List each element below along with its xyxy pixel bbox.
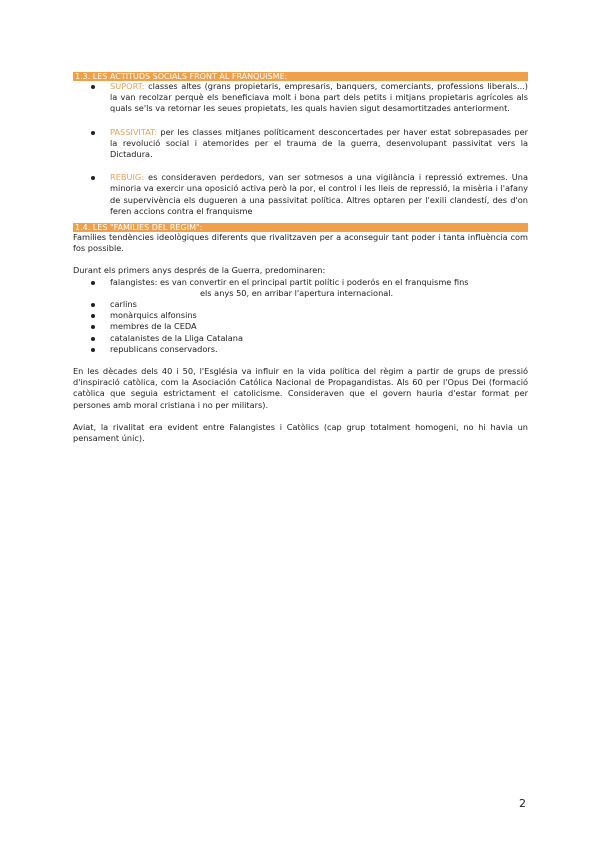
family-item: membres de la CEDA xyxy=(73,321,528,332)
section-heading-regime-families: 1.4. LES "FAMÍLIES DEL RÈGIM": xyxy=(73,223,528,232)
document-page xyxy=(73,72,528,444)
families-lead: Durant els primers anys després de la Guerra, predominaren: xyxy=(73,265,326,276)
page-number: 2 xyxy=(519,797,526,810)
attitude-term: PASSIVITAT: xyxy=(110,126,158,137)
attitude-rejection xyxy=(73,172,528,217)
attitudes-list xyxy=(73,81,528,115)
attitude-term: SUPORT: xyxy=(110,81,145,91)
attitudes-list-3 xyxy=(73,172,528,217)
attitude-passivity xyxy=(73,127,528,161)
families-intro: Famílies tendències ideològiques diferents que rivalitzaven per a aconseguir tant poder i tanta influència com fos possible. xyxy=(73,232,528,254)
church-paragraph: En les dècades dels 40 i 50, l'Església va influir en la vida política del règim a partir de grups de pressió d'inspiració catòlica, com la Asociación Católica Nacional de Propagandistas. Als 60 per l'Opus Dei (formació catòlica que seguia estrictament el catolicisme. Consideraven que el govern hauria d'estar format per persones amb moral cristiana i no per militars). xyxy=(73,366,528,410)
attitude-text: classes altes (grans propietaris, empresaris, banquers, comerciants, professions liberals...) la van recolzar perquè els beneficiava molt i bona part dels petits i mitjans propietaris agrícoles als quals se'ls va retornar les seues propietats, les quals havien sigut desamortitzades anteriorment. xyxy=(110,81,528,114)
family-item: carlins xyxy=(73,299,528,310)
family-falangistes xyxy=(73,277,528,299)
attitude-text: es consideraven perdedors, van ser sotmesos a una vigilància i repressió extremes. Una minoria va exercir una oposició activa però la por, el control i les lleis de repressió, la misèria i l'afany de supervivència els dugueren a una passivitat política. Altres optaren per l'exili clandestí, des d'on feren accions contra el franquisme xyxy=(110,172,528,216)
family-item: monàrquics alfonsins xyxy=(73,310,528,321)
attitudes-list-2 xyxy=(73,127,528,161)
attitude-text: per les classes mitjanes políticament desconcertades per haver estat sobrepasades per la revolució social i atemorides per el trauma de la guerra, desenvolupant passivitat vers la Dictadura. xyxy=(110,126,528,160)
family-item: republicans conservadors. xyxy=(73,344,528,355)
rivalry-paragraph: Aviat, la rivalitat era evident entre Falangistes i Catòlics (cap grup totalment homogeni, no hi havia un pensament únic). xyxy=(73,421,528,444)
families-list xyxy=(73,277,528,355)
attitude-term: REBUIG: xyxy=(110,172,144,183)
family-item: catalanistes de la Lliga Catalana xyxy=(73,333,528,344)
falangistes-line-1: falangistes: es van convertir en el principal partit polític i poderós en el franquisme fins xyxy=(110,276,469,287)
attitude-support xyxy=(73,81,528,115)
falangistes-line-2: els anys 50, en arribar l'apertura internacional. xyxy=(200,287,394,298)
section-heading-social-attitudes: 1.3. LES ACTITUDS SOCIALS FRONT AL FRANQUISME: xyxy=(73,72,528,81)
